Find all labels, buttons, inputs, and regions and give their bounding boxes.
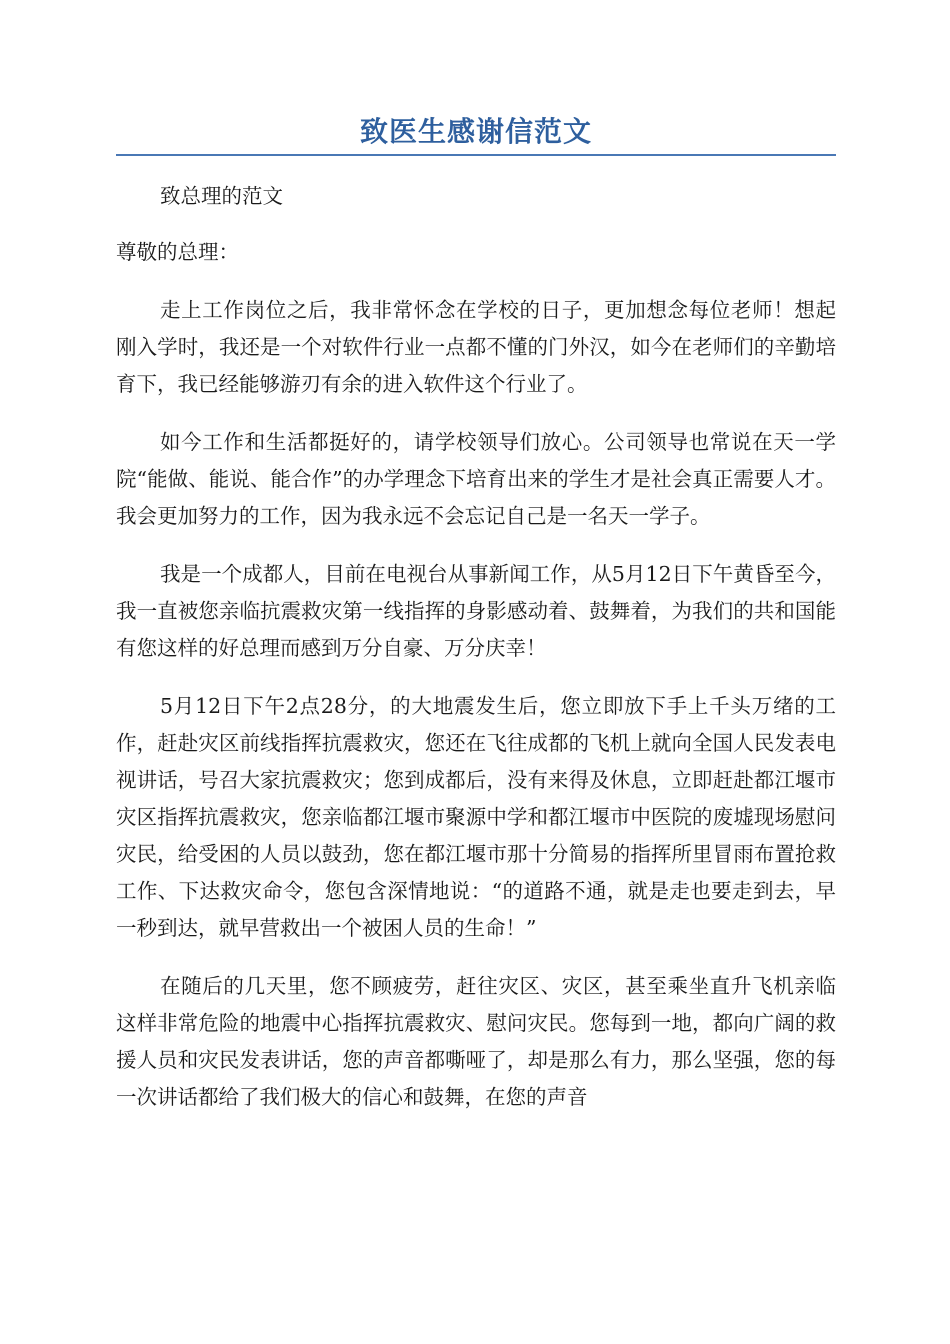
paragraph-5: 在随后的几天里，您不顾疲劳，赶往灾区、灾区，甚至乘坐直升飞机亲临这样非常危险的地震中心指挥抗震救灾、慰问灾民。您每到一地，都向广阔的救援人员和灾民发表讲话，您的声音都嘶哑了，却是那么有力，那么坚强，您的每一次讲话都给了我们极大的信心和鼓舞，在您的声音: [116, 974, 836, 1109]
document-subtitle: 致总理的范文: [160, 184, 283, 208]
document-title: 致医生感谢信范文: [359, 115, 592, 148]
document-page: [116, 110, 836, 1116]
paragraph-4: 5月12日下午2点28分，的大地震发生后，您立即放下手上千头万绪的工作，赶赴灾区前线指挥抗震救灾，您还在飞往成都的飞机上就向全国人民发表电视讲话，号召大家抗震救灾；您到成都后，没有来得及休息，立即赶赴都江堰市灾区指挥抗震救灾，您亲临都江堰市聚源中学和都江堰市中医院的废墟现场慰问灾民，给受困的人员以鼓劲，您在都江堰市那十分简易的指挥所里冒雨布置抢救工作、下达救灾命令，您包含深情地说：“的道路不通，就是走也要走到去，早一秒到达，就早营救出一个被困人员的生命！”: [116, 694, 836, 940]
paragraph-3: 我是一个成都人，目前在电视台从事新闻工作，从5月12日下午黄昏至今，我一直被您亲临抗震救灾第一线指挥的身影感动着、鼓舞着，为我们的共和国能有您这样的好总理而感到万分自豪、万分庆幸！: [116, 562, 836, 660]
salutation: 尊敬的总理：: [116, 240, 239, 264]
title-underline: [116, 154, 836, 156]
paragraph-2: 如今工作和生活都挺好的，请学校领导们放心。公司领导也常说在天一学院“能做、能说、能合作”的办学理念下培育出来的学生才是社会真正需要人才。我会更加努力的工作，因为我永远不会忘记自己是一名天一学子。: [116, 430, 836, 528]
paragraph-1: 走上工作岗位之后，我非常怀念在学校的日子，更加想念每位老师！想起刚入学时，我还是一个对软件行业一点都不懂的门外汉，如今在老师们的辛勤培育下，我已经能够游刃有余的进入软件这个行业了。: [116, 298, 836, 396]
